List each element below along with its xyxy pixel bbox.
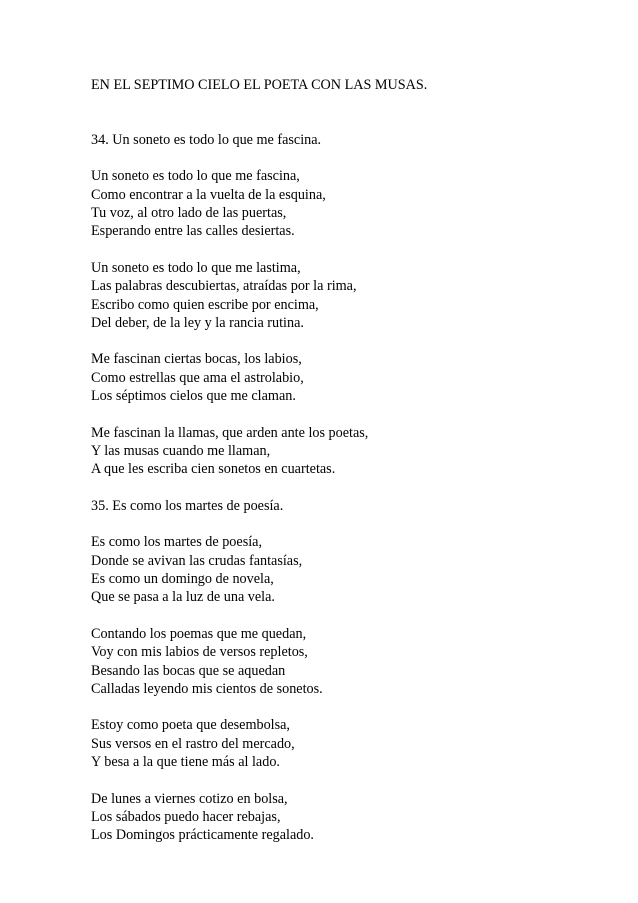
verse-line: Un soneto es todo lo que me fascina,: [91, 168, 300, 185]
verse-line: Como encontrar a la vuelta de la esquina,: [91, 186, 326, 203]
verse-line: Donde se avivan las crudas fantasías,: [91, 552, 303, 569]
verse-line: Es como los martes de poesía,: [91, 534, 262, 551]
poem-heading: 34. Un soneto es todo lo que me fascina.: [91, 131, 322, 148]
verse-line: Me fascinan la llamas, que arden ante los poetas,: [91, 424, 369, 441]
verse-line: Esperando entre las calles desiertas.: [91, 223, 295, 240]
stanza: [91, 716, 611, 771]
verse-line: A que les escriba cien sonetos en cuartetas.: [91, 461, 336, 478]
verse-line: Las palabras descubiertas, atraídas por la rima,: [91, 278, 357, 295]
verse-line: Contando los poemas que me quedan,: [91, 625, 307, 642]
stanza: [91, 625, 611, 698]
verse-line: Sus versos en el rastro del mercado,: [91, 735, 295, 752]
verse-line: Besando las bocas que se aquedan: [91, 662, 286, 679]
verse-line: Estoy como poeta que desembolsa,: [91, 717, 290, 734]
verse-line: Los sábados puedo hacer rebajas,: [91, 808, 281, 825]
stanza: [91, 533, 611, 606]
verse-line: Voy con mis labios de versos repletos,: [91, 644, 308, 661]
verse-line: Me fascinan ciertas bocas, los labios,: [91, 351, 302, 368]
poem-35: [91, 497, 611, 845]
verse-line: Tu voz, al otro lado de las puertas,: [91, 205, 287, 222]
verse-line: Los Domingos prácticamente regalado.: [91, 827, 314, 844]
stanza: [91, 259, 611, 332]
verse-line: Y besa a la que tiene más al lado.: [91, 753, 280, 770]
poem-heading: 35. Es como los martes de poesía.: [91, 497, 284, 514]
verse-line: Del deber, de la ley y la rancia rutina.: [91, 314, 304, 331]
poem-34: [91, 131, 611, 479]
verse-line: Un soneto es todo lo que me lastima,: [91, 259, 301, 276]
verse-line: Los séptimos cielos que me claman.: [91, 388, 296, 405]
verse-line: De lunes a viernes cotizo en bolsa,: [91, 790, 288, 807]
document-title: EN EL SEPTIMO CIELO EL POETA CON LAS MUSAS.: [91, 77, 428, 93]
stanza: [91, 790, 611, 845]
verse-line: Es como un domingo de novela,: [91, 571, 274, 588]
verse-line: Que se pasa a la luz de una vela.: [91, 589, 275, 606]
stanza: [91, 424, 611, 479]
stanza: [91, 167, 611, 240]
verse-line: Escribo como quien escribe por encima,: [91, 296, 319, 313]
verse-line: Como estrellas que ama el astrolabio,: [91, 369, 304, 386]
verse-line: Calladas leyendo mis cientos de sonetos.: [91, 680, 323, 697]
verse-line: Y las musas cuando me llaman,: [91, 442, 271, 459]
stanza: [91, 350, 611, 405]
document-body: [91, 76, 611, 863]
